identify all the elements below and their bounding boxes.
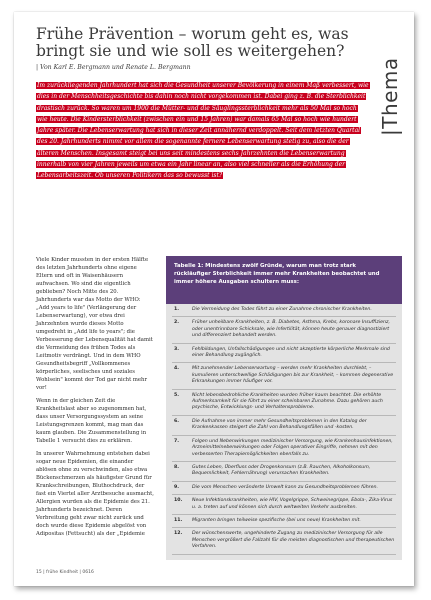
list-item [172, 495, 396, 515]
body-column [36, 256, 154, 543]
item-text: Die Vermeidung des Todes führt zu einer Zunahme chronischer Krankheiten. [192, 307, 372, 312]
list-item [172, 462, 396, 482]
list-item [172, 363, 396, 389]
item-text: Fehlbildungen, Unfallschädigungen und nicht akzeptierte körperliche Merkmale sind einer Behandlung zugänglich. [192, 346, 390, 359]
item-text: Mit zunehmender Lebenserwartung – werden mehr Krankheiten durchlebt, – kumulieren unterschwellige Schädigungen bis zur Krankheit, – kommen degenerative Erkrankungen immer häufiger vor. [192, 366, 394, 385]
item-number: 9. [174, 484, 180, 490]
lead-paragraph [36, 80, 369, 182]
table-box [166, 256, 402, 560]
section-label: |Thema [378, 57, 402, 136]
item-text: Der wünschenswerte, ungehinderte Zugang zu medizinischer Versorgung für alle Menschen vergrößert die Fallzahl für die meisten diagnostischen und therapeutischen Verfahren. [192, 531, 395, 550]
list-item [172, 436, 396, 462]
item-number: 12. [174, 531, 183, 537]
item-text: Die vom Menschen veränderte Umwelt kann zu Gesundheitsproblemen führen. [192, 484, 378, 490]
item-text: Nicht lebensbedrohliche Krankheiten wurden früher kaum beachtet. Die erhöhte Aufmerksamkeit für sie führt zu einer scheinbaren Zunahme. Dazu gehören auch psychische, Entwicklungs- und Verhaltensprobleme. [192, 392, 383, 411]
page-footer: 15 | frühe Kindheit | 0616 [36, 570, 94, 575]
item-number: 6. [174, 418, 180, 424]
item-number: 10. [174, 498, 183, 504]
table-list [166, 304, 402, 555]
list-item [172, 515, 396, 528]
list-item [172, 304, 396, 317]
item-number: 3. [174, 346, 180, 352]
lead-text: Im zurückliegenden Jahrhundert hat sich die Gesundheit unserer Bevölkerung in einem Maß verbessert, wie dies in der Menschheitsgeschichte bis dahin noch nicht vorgekommen ist. Dabei ging z. B. die Sterblichkeit drastisch zurück. So waren um 1900 die Mütter- und die Säuglingssterblichkeit mehr als 50 Mal so hoch wie heute. Die Kindersterblichkeit (zwischen ein und 15 Jahren) war damals 65 Mal so hoch wie hundert Jahre später. Die Lebenserwartung hat sich in dieser Zeit annähernd verdoppelt. Seit dem letzten Quartal des 20. Jahrhunderts nimmt vor allem die sogenannte fernere Lebenserwartung stetig zu, also die der älteren Menschen. Insgesamt steigt bei uns seit mindestens sechs Jahrzehnten die Lebenserwartung innerhalb von vier Jahren jeweils um etwa ein Jahr linear an, also viel schneller als die Erhöhung der Lebensarbeitszeit. Ob unseren Politikern das so bewusst ist? [37, 82, 369, 180]
item-text: Früher unheilbare Krankheiten, z. B. Diabetes, Asthma, Krebs, koronare Insuffizienz, oder unentrinnbare Schicksale, wie Infertilität, können heute genauer diagnostiziert und differenziert behandelt werden. [192, 320, 390, 339]
item-number: 8. [174, 464, 180, 470]
item-number: 2. [174, 320, 180, 326]
item-number: 1. [174, 307, 180, 312]
article-authors: | Von Karl E. Bergmann und Renate L. Bergmann [36, 64, 191, 71]
item-number: 4. [174, 366, 180, 372]
list-item [172, 528, 396, 554]
list-item [172, 344, 396, 364]
article-title: Frühe Prävention – worum geht es, was bringt sie und wie soll es weitergehen? [36, 25, 349, 60]
item-text: Die Aufnahme von immer mehr Gesundheitsproblemen in den Katalog der Krankenkassen steigert die Zahl von Behandlungsfällen und -kosten. [192, 418, 367, 431]
item-number: 11. [174, 517, 183, 523]
document-page [14, 12, 414, 586]
body-paragraph: Viele Kinder mussten in der ersten Hälfte des letzten Jahrhunderts ohne eigene Eltern und oft in Waisenhäusern aufwachsen. Wo sind die eigentlich geblieben? Noch Mitte des 20. Jahrhunderts war das Motto der WHO: „Add years to life" (Verlängerung der Lebenserwartung), vor etwa drei Jahrzehnten wurde dieses Motto umgedreht in „Add life to years"; die Verbesserung der Lebensqualität hat damit die Vermeidung des frühen Todes als Leitmotiv verdrängt. Und in dem WHO Gesundheitsbegriff „Vollkommenes körperliches, seelisches und soziales Wohlsein" kommt der Tod gar nicht mehr vor! [36, 257, 153, 391]
item-text: Folgen und Nebenwirkungen medizinischer Versorgung, wie Krankenhausinfektionen, Arzneimittelnebenwirkungen oder Folgen operativer Eingriffe, nehmen mit den verbesserten Therapiemöglichkeiten ebenfalls zu. [192, 438, 393, 457]
item-text: Migranten bringen teilweise spezifische (bei uns neue) Krankheiten mit. [192, 517, 361, 523]
list-item [172, 317, 396, 343]
list-item [172, 482, 396, 495]
list-item [172, 390, 396, 416]
list-item [172, 416, 396, 436]
item-text: Gutes Leben, Überfluss oder Drogenkonsum (z.B. Rauchen, Alkoholkonsum, Bequemlichkeit, Fehlernährung) verursachen Krankheiten. [192, 464, 371, 477]
body-paragraph: In unserer Wahrnehmung entstehen dabei sogar neue Epidemien, die einander ablösen ohne zu verschwinden, also etwa Bückenschmerzen als häufigster Grund für Krankschreibungen, Bluthochdruck, der fast ein Viertel aller Arztbesuche ausmacht, Allergien wurden als die Epidemie des 21. Jahrhunderts bezeichnet. Deren Verbreitung geht zwar nicht zurück und doch wurde diese Epidemie abgelöst von Adipositas (Fettsucht) als der „Epidemie [36, 451, 154, 537]
item-number: 5. [174, 392, 180, 398]
table-heading: Tabelle 1: Mindestens zwölf Gründe, warum man trotz stark rückläufiger Sterblichkeit immer mehr Krankheiten beobachtet und immer höhere Ausgaben schultern muss: [166, 256, 402, 304]
body-paragraph: Wenn in der gleichen Zeit die Krankheitslast aber so zugenommen hat, dass unser Versorgungssystem an seine Leistungsgrenzen kommt, mag man das kaum glauben. Die Zusammenstellung in Tabelle 1 versucht dies zu erklären. [36, 398, 147, 444]
item-number: 7. [174, 438, 180, 444]
item-text: Neue Infektionskrankheiten, wie HIV, Vogelgrippe, Schweinegrippe, Ebola-, Zika-Virus u. a. treten auf und können sich durch weltweiten Verkehr ausbreiten. [192, 498, 393, 510]
